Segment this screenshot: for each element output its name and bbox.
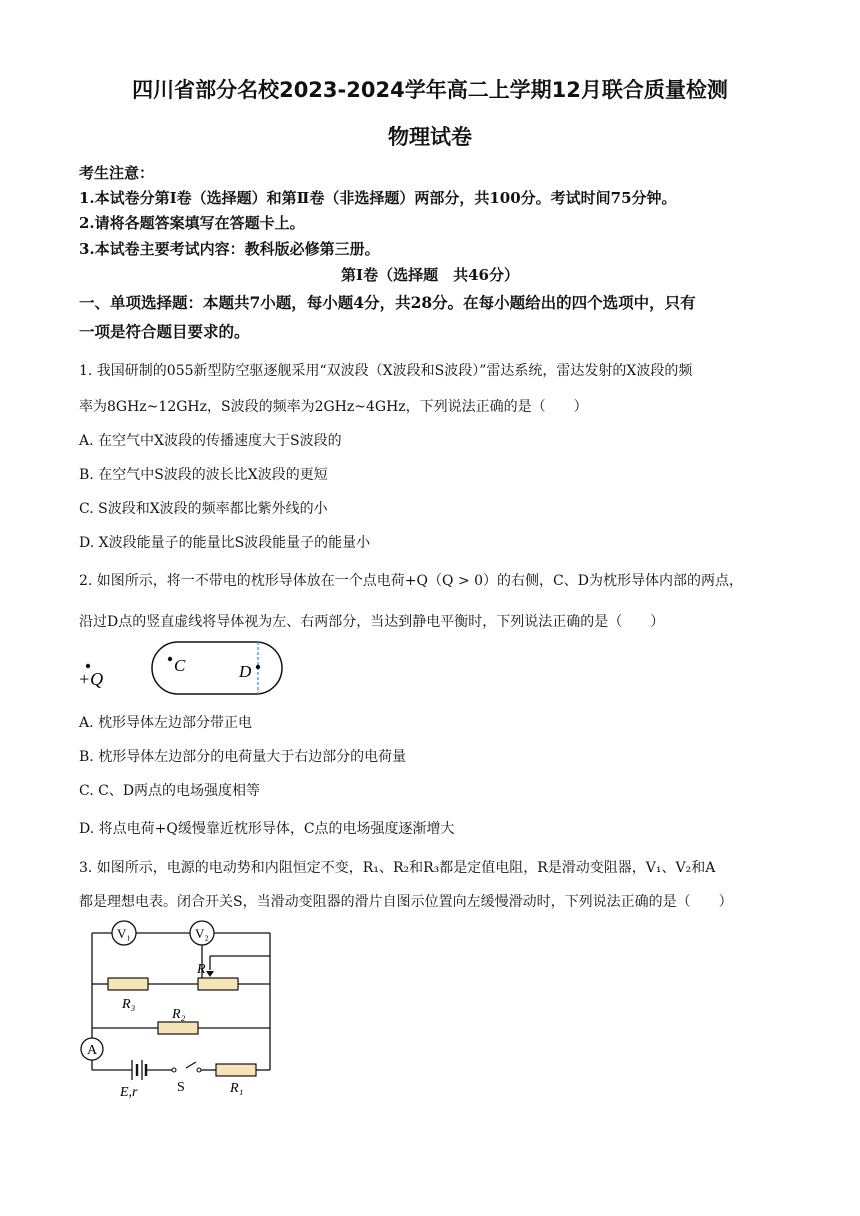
q2-option-a: A. 枕形导体左边部分带正电 <box>79 715 253 731</box>
exam-subtitle: 物理试卷 <box>388 125 472 149</box>
q1-option-d: D. X波段能量子的能量比S波段能量子的能量小 <box>79 535 371 551</box>
q1-stem-line2: 率为8GHz~12GHz，S波段的频率为2GHz~4GHz，下列说法正确的是（ ） <box>79 399 588 415</box>
notice-heading: 考生注意： <box>79 164 155 182</box>
resistor-r3 <box>108 978 148 990</box>
section-instruction-line2: 一项是符合题目要求的。 <box>79 322 250 341</box>
q1-option-a: A. 在空气中X波段的传播速度大于S波段的 <box>79 433 342 449</box>
q1-stem-line1: 1. 我国研制的055新型防空驱逐舰采用“双波段（X波段和S波段）”雷达系统，雷达发射的X波段的频 <box>79 363 693 379</box>
point-charge-dot <box>86 664 90 668</box>
switch-contact <box>197 1068 201 1072</box>
notice-item-1: 1.本试卷分第Ⅰ卷（选择题）和第Ⅱ卷（非选择题）两部分，共100分。考试时间75分钟。 <box>79 189 677 207</box>
q2-option-d: D. 将点电荷+Q缓慢靠近枕形导体，C点的电场强度逐渐增大 <box>79 821 455 837</box>
v2-label: V₂ <box>195 926 209 941</box>
rheostat-r <box>198 978 238 990</box>
q1-option-b: B. 在空气中S波段的波长比X波段的更短 <box>79 467 328 483</box>
r1-label: R₁ <box>230 1081 244 1096</box>
notice-item-2: 2.请将各题答案填写在答题卡上。 <box>79 214 305 232</box>
point-c-label: C <box>174 656 186 675</box>
q2-option-c: C. C、D两点的电场强度相等 <box>79 783 261 799</box>
switch-label: S <box>177 1080 185 1095</box>
exam-title: 四川省部分名校2023-2024学年高二上学期12月联合质量检测 <box>132 78 728 102</box>
q1-option-c: C. S波段和X波段的频率都比紫外线的小 <box>79 501 328 517</box>
v1-label: V₁ <box>117 926 131 941</box>
section-title: 第Ⅰ卷（选择题 共46分） <box>341 266 519 284</box>
r3-label: R₃ <box>122 997 136 1012</box>
notice-item-3: 3.本试卷主要考试内容：教科版必修第三册。 <box>79 240 380 258</box>
q2-stem-line1: 2. 如图所示，将一不带电的枕形导体放在一个点电荷+Q（Q > 0）的右侧，C、D为枕形导体内部的两点， <box>79 573 743 589</box>
point-d-label: D <box>239 662 252 681</box>
circuit-diagram <box>76 916 282 1100</box>
ammeter-label: A <box>86 1043 98 1058</box>
source-label: E,r <box>120 1085 138 1100</box>
r2-label: R₂ <box>172 1007 186 1022</box>
q3-stem-line1: 3. 如图所示，电源的电动势和内阻恒定不变，R₁、R₂和R₃都是定值电阻，R是滑动变阻器，V₁、V₂和A <box>79 860 716 876</box>
pillow-conductor <box>152 642 282 694</box>
point-c-dot <box>168 657 172 661</box>
q3-stem-line2: 都是理想电表。闭合开关S，当滑动变阻器的滑片自图示位置向左缓慢滑动时，下列说法正确的是（ ） <box>79 894 733 910</box>
r-label: R <box>197 962 206 977</box>
resistor-r2 <box>158 1022 198 1034</box>
point-d-dot <box>256 665 260 669</box>
charge-label: +Q <box>78 669 104 689</box>
resistor-r1 <box>216 1064 256 1076</box>
conductor-figure <box>74 640 294 698</box>
switch-pivot <box>172 1068 176 1072</box>
section-instruction-line1: 一、单项选择题：本题共7小题，每小题4分，共28分。在每小题给出的四个选项中，只有 <box>79 293 696 312</box>
q2-stem-line2: 沿过D点的竖直虚线将导体视为左、右两部分，当达到静电平衡时，下列说法正确的是（ ） <box>79 614 665 630</box>
q2-option-b: B. 枕形导体左边部分的电荷量大于右边部分的电荷量 <box>79 749 407 765</box>
slider-arrow-icon <box>206 971 214 977</box>
